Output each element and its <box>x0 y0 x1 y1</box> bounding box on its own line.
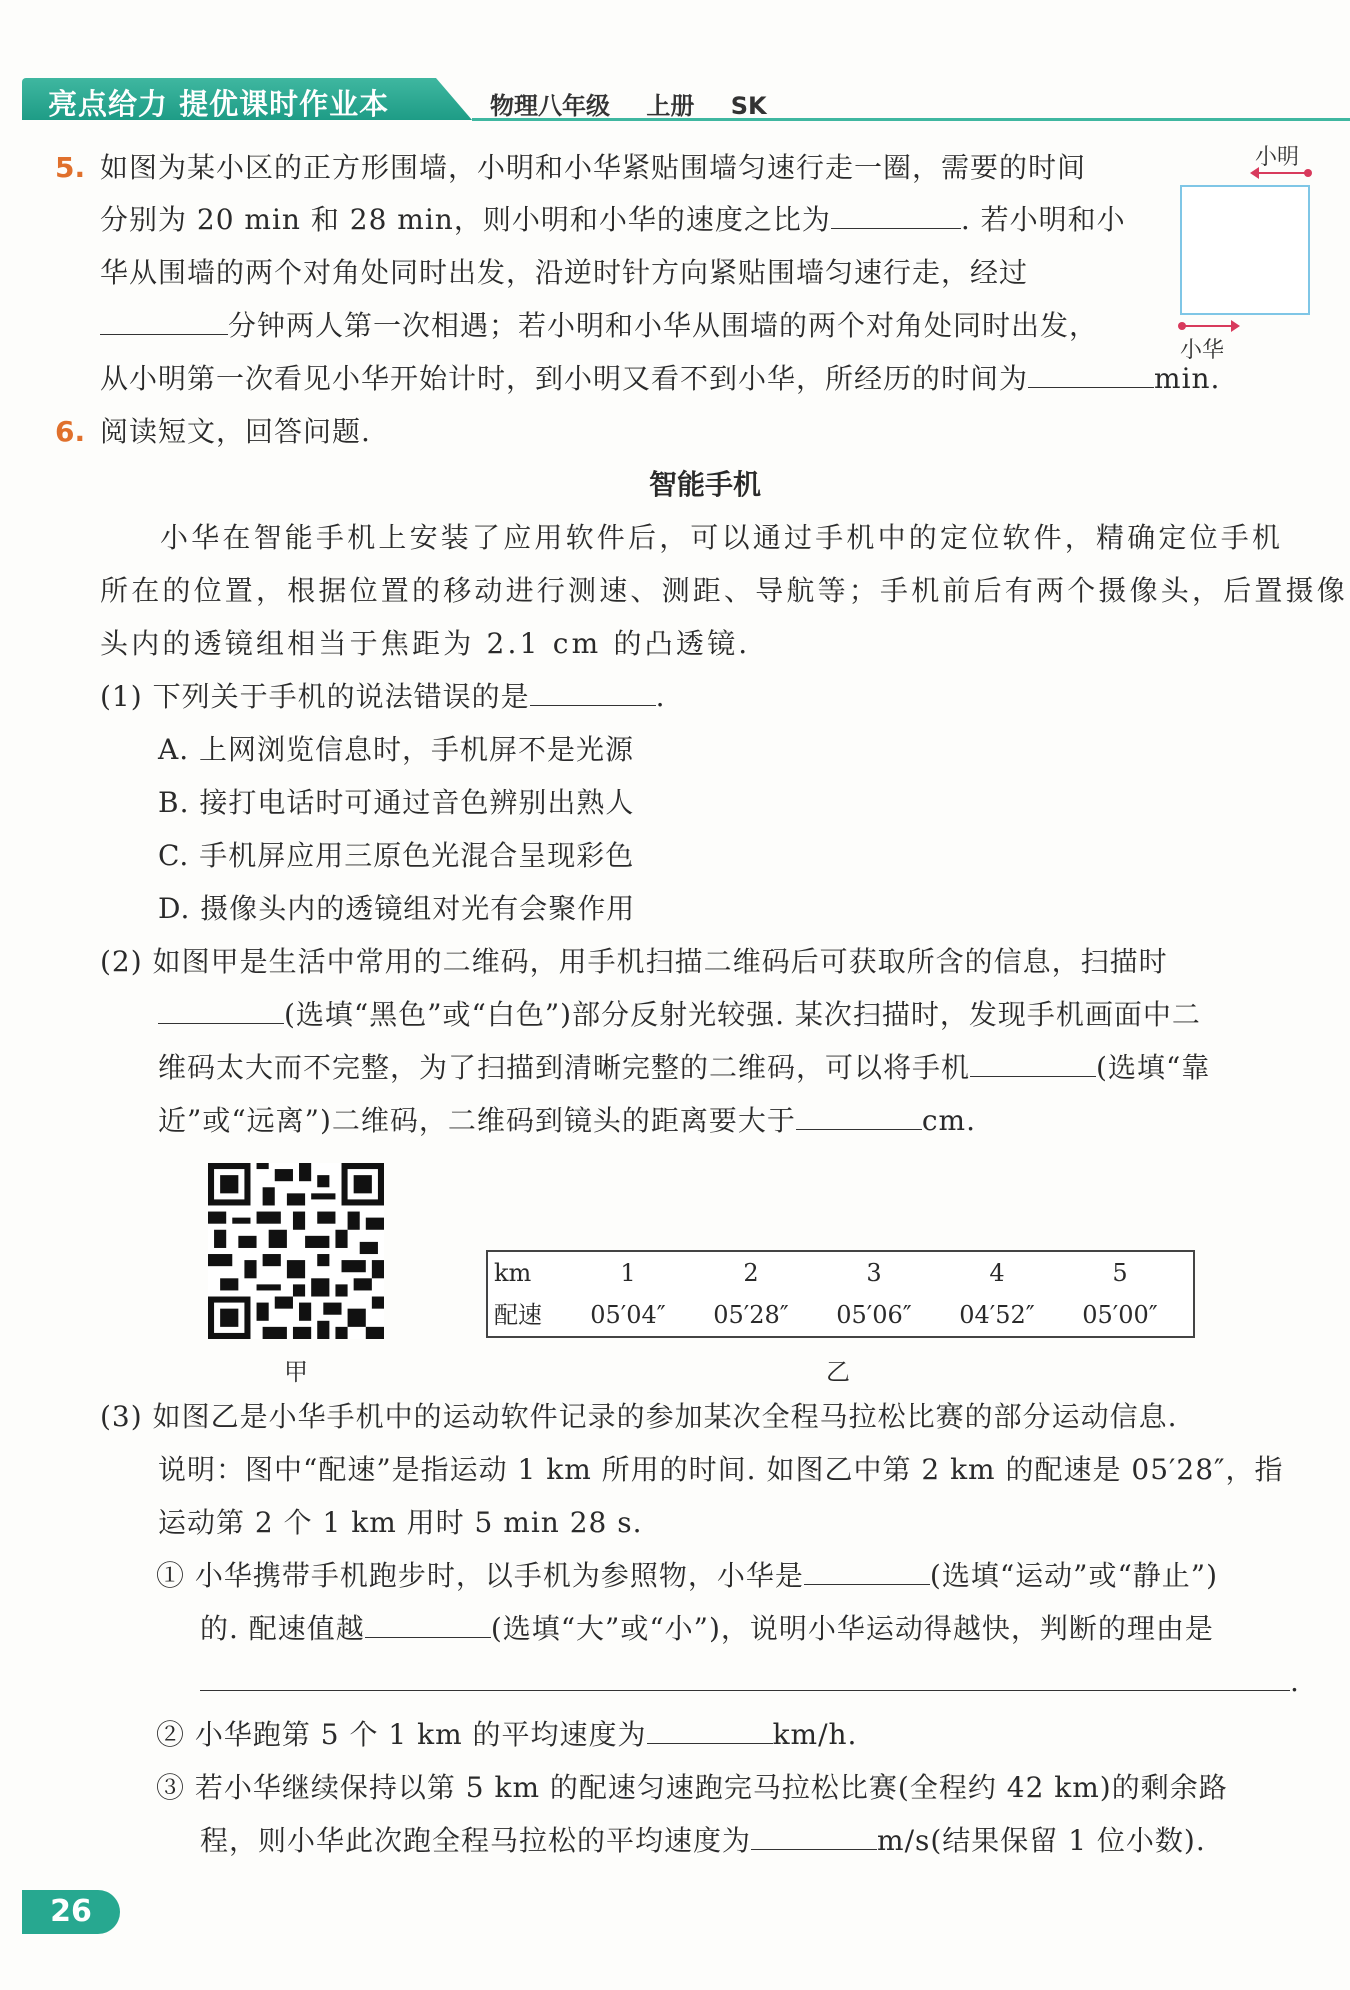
p3-sub1-text-2: 的. 配速值越 <box>200 1612 365 1645</box>
p3-sub1-line-3 <box>200 1662 1300 1702</box>
p2-line-4-text: 近”或“远离”)二维码，二维码到镜头的距离要大于 <box>158 1104 796 1137</box>
p3-sub3-line-2 <box>200 1821 1206 1861</box>
caption-yi: 乙 <box>826 1358 850 1386</box>
answer-blank[interactable] <box>804 1556 930 1585</box>
option-a: A. 上网浏览信息时，手机屏不是光源 <box>158 733 635 766</box>
km-cell: 3 <box>866 1259 882 1287</box>
answer-blank[interactable] <box>158 995 284 1024</box>
pace-cell: 04′52″ <box>959 1301 1035 1329</box>
km-cell: 5 <box>1112 1259 1128 1287</box>
p3-line-1: (3) 如图乙是小华手机中的运动软件记录的参加某次全程马拉松比赛的部分运动信息. <box>100 1400 1178 1433</box>
q5-line-4-text: 分钟两人第一次相遇；若小明和小华从围墙的两个对角处同时出发， <box>228 309 1099 342</box>
question-number-6: 6. <box>55 415 86 448</box>
q5-line-2-end: . 若小明和小 <box>960 203 1126 236</box>
arrow-head-icon <box>1231 320 1240 332</box>
passage-line-2: 所在的位置，根据位置的移动进行测速、测距、导航等；手机前后有两个摄像头，后置摄像 <box>100 574 1349 607</box>
p3-sub2-unit: km/h. <box>772 1718 858 1751</box>
q6-prompt: 阅读短文，回答问题. <box>100 415 371 448</box>
arrow-head-icon <box>1250 167 1259 179</box>
answer-blank[interactable] <box>200 1662 1290 1691</box>
p2-line-3-text: 维码太大而不完整，为了扫描到清晰完整的二维码，可以将手机 <box>158 1051 971 1084</box>
pace-table <box>486 1250 1195 1338</box>
q5-line-5-text: 从小明第一次看见小华开始计时，到小明又看不到小华，所经历的时间为 <box>100 362 1029 395</box>
passage-line-1: 小华在智能手机上安装了应用软件后，可以通过手机中的定位软件，精确定位手机 <box>160 521 1284 554</box>
p3-sub1-choice: (选填“运动”或“静止”) <box>929 1559 1219 1592</box>
header-bar <box>22 78 1322 120</box>
p2-line-2 <box>158 995 1201 1035</box>
p2-line-1: (2) 如图甲是生活中常用的二维码，用手机扫描二维码后可获取所含的信息，扫描时 <box>100 945 1168 978</box>
km-cell: 4 <box>989 1259 1005 1287</box>
p2-line-3-end: (选填“靠 <box>1096 1051 1211 1084</box>
brand-title: 亮点给力 提优课时作业本 <box>48 87 390 121</box>
q5-line-2-text: 分别为 20 min 和 28 min，则小明和小华的速度之比为 <box>100 203 831 236</box>
option-d: D. 摄像头内的透镜组对光有会聚作用 <box>158 892 636 925</box>
label-xiaoming: 小明 <box>1255 145 1300 170</box>
answer-blank[interactable] <box>647 1715 773 1744</box>
km-header: km <box>494 1259 532 1287</box>
p3-line-2: 说明：图中“配速”是指运动 1 km 所用的时间. 如图乙中第 2 km 的配速是 05′28″，指 <box>158 1453 1284 1486</box>
qr-code-image <box>208 1163 384 1339</box>
article-title: 智能手机 <box>648 468 761 501</box>
edition: SK <box>730 92 767 120</box>
q5-line-1: 如图为某小区的正方形围墙，小明和小华紧贴围墙匀速行走一圈，需要的时间 <box>100 151 1087 184</box>
answer-blank[interactable] <box>831 200 961 229</box>
p3-sub1-line-2 <box>200 1609 1214 1649</box>
xiaohua-arrow <box>1182 325 1232 327</box>
q5-line-3: 华从围墙的两个对角处同时出发，沿逆时针方向紧贴围墙匀速行走，经过 <box>100 256 1029 289</box>
q5-line-2 <box>100 200 1126 240</box>
p3-sub1-end: . <box>1290 1665 1300 1698</box>
p3-line-3: 运动第 2 个 1 km 用时 5 min 28 s. <box>158 1506 643 1539</box>
table-row <box>488 1294 1193 1336</box>
p1-stem-text: (1) 下列关于手机的说法错误的是 <box>100 680 530 713</box>
answer-blank[interactable] <box>1028 359 1154 388</box>
label-xiaohua: 小华 <box>1180 338 1225 363</box>
p3-sub1-text: ① 小华携带手机跑步时，以手机为参照物，小华是 <box>156 1559 804 1592</box>
answer-blank[interactable] <box>530 677 656 706</box>
pace-cell: 05′28″ <box>713 1301 789 1329</box>
dot-icon <box>1304 169 1312 177</box>
answer-blank[interactable] <box>796 1101 922 1130</box>
answer-blank[interactable] <box>100 306 228 335</box>
p3-sub2-text: ② 小华跑第 5 个 1 km 的平均速度为 <box>156 1718 647 1751</box>
q5-line-5-end: min. <box>1154 362 1221 395</box>
caption-jia: 甲 <box>284 1358 308 1386</box>
volume: 上册 <box>646 92 695 120</box>
page-number: 26 <box>22 1890 120 1934</box>
p3-sub3-line-1: ③ 若小华继续保持以第 5 km 的配速匀速跑完马拉松比赛(全程约 42 km)的剩余路 <box>156 1771 1228 1804</box>
p3-sub1-text-3: (选填“大”或“小”)，说明小华运动得越快，判断的理由是 <box>490 1612 1214 1645</box>
question-number-5: 5. <box>55 151 86 184</box>
pace-header: 配速 <box>494 1301 542 1329</box>
pace-cell: 05′00″ <box>1082 1301 1158 1329</box>
p1-stem-end: . <box>655 680 666 713</box>
p2-line-3 <box>158 1048 1210 1088</box>
km-cell: 1 <box>620 1259 636 1287</box>
p3-sub3-text: 程，则小华此次跑全程马拉松的平均速度为 <box>200 1824 752 1857</box>
pace-cell: 05′04″ <box>590 1301 666 1329</box>
p1-stem <box>100 677 665 717</box>
q5-line-4 <box>100 306 1098 346</box>
xiaoming-arrow <box>1256 172 1308 174</box>
p2-line-4-end: cm. <box>921 1104 977 1137</box>
pace-cell: 05′06″ <box>836 1301 912 1329</box>
subject-grade: 物理八年级 <box>490 92 610 120</box>
option-b: B. 接打电话时可通过音色辨别出熟人 <box>158 786 635 819</box>
p2-line-2-text: (选填“黑色”或“白色”)部分反射光较强. 某次扫描时，发现手机画面中二 <box>284 998 1201 1031</box>
p3-sub2 <box>156 1715 857 1755</box>
passage-line-3: 头内的透镜组相当于焦距为 2.1 cm 的凸透镜. <box>100 627 751 660</box>
book-info <box>490 86 795 121</box>
table-row <box>488 1252 1193 1294</box>
km-cell: 2 <box>743 1259 759 1287</box>
answer-blank[interactable] <box>751 1821 877 1850</box>
q5-line-5 <box>100 359 1220 399</box>
square-wall-figure <box>1180 185 1310 315</box>
answer-blank[interactable] <box>365 1609 491 1638</box>
answer-blank[interactable] <box>970 1048 1096 1077</box>
p3-sub1-line-1 <box>156 1556 1218 1596</box>
option-c: C. 手机屏应用三原色光混合呈现彩色 <box>158 839 635 872</box>
p2-line-4 <box>158 1101 976 1141</box>
p3-sub3-unit: m/s(结果保留 1 位小数). <box>877 1824 1206 1857</box>
